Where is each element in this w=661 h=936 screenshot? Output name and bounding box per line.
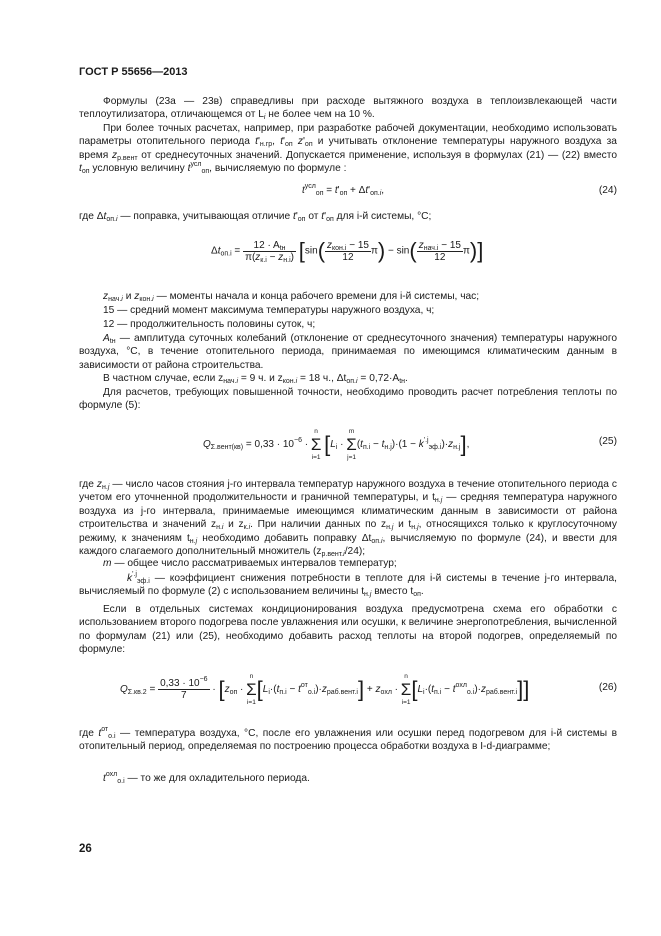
- def-m: m — общее число рассматриваемых интервалов температур;: [103, 558, 397, 569]
- def-15: 15 — средний момент максимума температуры наружного воздуха, ч;: [103, 305, 435, 316]
- def-t-heating: где $t^{от}_{о.i}$ — температура воздуха, °С, после его увлажнения или осушки перед подогревом для i-й системы в отопительный период, определяемая по построению процесса обработки воздуха в I-d-диаграмме;: [79, 726, 617, 753]
- def-z-times: $z_{нач.i}$ и $z_{кон.i}$ — моменты начала и конца рабочего времени для i-й системы, час;: [103, 291, 480, 303]
- formula-26: $Q_{\Sigma.кв.2}$ = $\frac{0,33 \cdot 10^{-6}}{7}$ · [$z_{оп}$ · n Σ i=1 $[L_i\cdot(t_{п.i} - t^{от}_{о.i})\cdot z_{раб.вент.i}] + z_{охл}$ · n Σ i=1 $[L_i\cdot(t_{п.i} - t^{охл}_{о.i})\cdot z_{раб.вент.i}]$]: [120, 673, 530, 706]
- paragraph-precise-calc: При более точных расчетах, например, при разработке рабочей документации, необходимо использовать параметры отопительного периода $t'_{н.гр}$, $t'_{оп}$ $z'_{оп}$ и учитывать отклонение температуры наружного воздуха за время $z_{р.вент}$ от среднесуточных значений. Допускается применение, используя в формулах (21) — (22) вместо $t_{оп}$ условную величину $t^{усл}_{оп}$, вычисляемую по формуле :: [79, 123, 617, 176]
- def-t-cooling: $t^{охл}_{о.i}$ — то же для охладительного периода.: [103, 771, 310, 785]
- equation-number-24: (24): [598, 185, 617, 196]
- document-header: ГОСТ Р 55656—2013: [79, 66, 188, 78]
- def-12: 12 — продолжительность половины суток, ч;: [103, 319, 316, 330]
- paragraph-reheat: Если в отдельных системах кондиционирования воздуха предусмотрена схема его обработки с использованием второго подогрева после увлажнения или осушки, к величине энергопотребления, вычисленной по формулам (21) или (25), необходимо добавить расход теплоты на второй подогрев, определяемый по формуле:: [79, 604, 617, 656]
- def-k-coefficient: $k^{'.j}_{эф.i}$ — коэффициент снижения потребности в теплоте для i-й системы в течение j-го интервала, вычисляемый по формуле (2) с использованием величины $t_{н.j}$ вместо $t_{оп}$.: [79, 570, 617, 599]
- def-z-hours: где $z_{н.j}$ — число часов стояния j-го интервала температур наружного воздуха в течение отопительного периода с учетом его уточненной продолжительности и граничной температуры, и $t_{н.j}$ — средняя температура наружного воздуха из j-го интервала, принимаемые имеющимся климатическим данным в зависимости от района строительства и значений $z_{н.i}$ и $z_{к.i}$. При наличии данных по $z_{н.j}$ и $t_{н.j}$, относящихся только к круглосуточному режиму, к значениям $t_{н.j}$ необходимо добавить поправку $\Delta t_{оп.i}$, вычисляемую по формуле (24), и ввести для каждого слагаемого дополнительный множитель $(z_{р.вент.i}/24)$;: [79, 479, 617, 559]
- paragraph-formula-validity: Формулы (23а — 23в) справедливы при расходе вытяжного воздуха в теплоизвлекающей части теплоутилизатора, отличающемся от $L_i$ не более чем на 10 %.: [79, 96, 617, 122]
- equation-number-25: (25): [598, 436, 617, 447]
- formula-24: $t^{усл}_{оп} = t'_{оп} + \Delta t'_{оп.i}$,: [302, 183, 385, 197]
- formula-delta-t: $\Delta t_{оп.i}$ = $\frac{12 \cdot A_{tн}}{\pi(z_{к.i} - z_{н.i})}$ [sin( $\frac{z_{кон.i} - 15}{12}$ π) − sin( $\frac{z_{нач.i} - 15}{12}$ π)]: [211, 238, 484, 264]
- page-number: 26: [79, 843, 92, 855]
- def-amplitude: $A_{tн}$ — амплитуда суточных колебаний (отклонение от среднесуточного значения) температуры наружного воздуха, °С, в течение отопительного периода, принимаемая по имеющимся климатическим данным в зависимости от района строительства.: [79, 333, 617, 371]
- formula-25: $Q_{\Sigma.вент(кв)} = 0,33 \cdot 10^{-6}$ · n Σ i=1 [$L_i$ · m Σ j=1 $(t_{п.i} - t_{н.j})\cdot(1 - k^{'.j}_{эф.i})\cdot z_{н.j}$],: [203, 428, 470, 461]
- special-case: В частном случае, если $z_{нач.i} = 9$ ч. и $z_{кон.i} = 18$ ч., $\Delta t_{оп.i} = 0,72\cdot A_{tн}$.: [103, 373, 408, 385]
- precise-calc-intro: Для расчетов, требующих повышенной точности, необходимо проводить расчет потребления теплоты по формуле (5):: [79, 387, 617, 412]
- equation-number-26: (26): [598, 682, 617, 693]
- where-delta-t: где $\Delta t_{оп.i}$ — поправка, учитывающая отличие $t'_{оп}$ от $t'_{оп}$ для i-й системы, °С;: [79, 211, 432, 223]
